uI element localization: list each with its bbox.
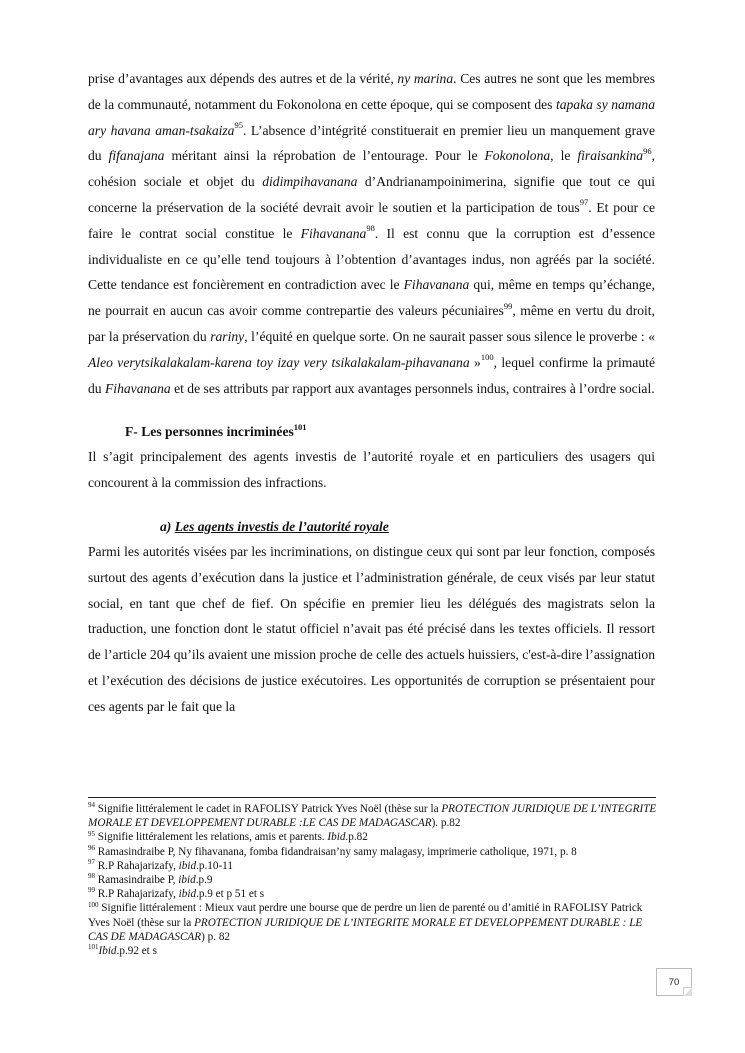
subsection-heading	[88, 514, 655, 539]
footnote-text: .p.10-11	[196, 859, 233, 872]
footnote-text: Signifie littéralement : Mieux vaut perdre une bourse que de perdre un lien de parenté ou d’amitié in RAFOLISY Patrick Yves Noël (thèse sur la	[88, 902, 643, 929]
footnote-ref[interactable]: 101	[293, 421, 307, 432]
subsection-letter: a)	[160, 518, 172, 534]
text: et de ses attributs par rapport aux avantages personnels indus, contraires à l’ordre social.	[170, 380, 655, 396]
footnote-italic: ibid	[178, 859, 197, 872]
footnote-number: 100	[88, 900, 99, 909]
footnote-number: 94	[88, 801, 95, 810]
footnote-96	[88, 845, 658, 859]
footnote-99	[88, 887, 658, 901]
footnote-text: Ramasindraibe P,	[95, 874, 179, 887]
footnote-ref[interactable]: 97	[579, 197, 589, 208]
footnote-italic: Ibid	[98, 945, 117, 958]
section-heading	[88, 419, 655, 444]
footnote-text: Signifie littéralement le cadet in RAFOLISY Patrick Yves Noël (thèse sur la	[95, 803, 442, 815]
footnote-italic: PROTECTION JURIDIQUE DE L’INTEGRITE MORALE ET DEVELOPPEMENT DURABLE : LE CAS DE MADAGASCAR	[88, 916, 643, 943]
footnote-ref[interactable]: 100	[480, 352, 494, 363]
text: qui, même en temps qu’échange, ne pourrait en aucun cas avoir comme contrepartie des valeurs pécuniaires	[88, 277, 655, 319]
italic-term: Fihavanana	[105, 380, 171, 396]
footnote-italic: ibid	[178, 874, 196, 887]
footnote-number: 96	[88, 843, 95, 852]
footnote-number: 97	[88, 858, 95, 867]
footnote-ref[interactable]: 98	[366, 223, 375, 234]
italic-term: rariny	[210, 328, 245, 344]
footnote-italic: Ibid	[327, 831, 346, 844]
text: , cohésion sociale et objet du	[88, 148, 655, 190]
footnote-100	[88, 901, 658, 944]
text: »	[469, 354, 481, 370]
footnote-95	[88, 830, 658, 844]
footnote-text: R.P Rahajarizafy,	[95, 888, 179, 901]
page-number: 70	[656, 968, 692, 996]
italic-term: Fihavanana	[403, 277, 470, 293]
footnote-number: 101	[88, 943, 99, 952]
footnote-text: Ramasindraibe P, Ny fihavanana, fomba fidandraisan’ny samy malagasy, imprimerie catholique, 1971, p. 8	[95, 845, 577, 858]
subsection-title: Les agents investis de l’autorité royale	[174, 518, 389, 534]
footnote-separator	[88, 797, 656, 798]
text: , même en vertu du droit, par la préservation du	[88, 303, 655, 344]
text: . L’absence d’intégrité constituerait en premier lieu un manquement grave du	[88, 122, 655, 164]
text: d’Andrianampoinimerina, signifie que tout ce qui concerne la préservation de la société devrait avoir le soutien et la participation de tous	[88, 174, 656, 215]
paragraph-fihavanana	[88, 66, 655, 401]
footnote-97	[88, 859, 658, 873]
text: . Il est connu que la corruption est d’essence individualiste en ce qu’elle tend toujours à l’obtention d’avantages indus, non agréés par la société. Cette tendance est foncièrement en contradiction avec le	[88, 225, 655, 293]
italic-term: tapaka sy namana ary havana aman-tsakaiza	[88, 96, 656, 138]
page-body	[88, 66, 655, 720]
footnote-italic: ibid	[178, 888, 197, 901]
footnote-text: .p.92 et s	[116, 945, 157, 958]
footnote-number: 98	[88, 872, 95, 881]
footnote-italic: PROTECTION JURIDIQUE DE L’INTEGRITE MORALE ET DEVELOPPEMENT DURABLE :LE CAS DE MADAGASCAR	[88, 803, 657, 830]
footnote-text: Signifie littéralement les relations, amis et parents.	[95, 831, 328, 844]
footnote-94	[88, 802, 658, 830]
paragraph-intro: Il s’agit principalement des agents investis de l’autorité royale et en particuliers des usagers qui concourent à la commission des infractions.	[88, 449, 655, 491]
footnote-101	[88, 944, 658, 958]
text: méritant ainsi la réprobation de l’entourage. Pour le	[164, 148, 485, 164]
section-title: F- Les personnes incriminées	[125, 424, 294, 440]
text: , lequel confirme la primauté du	[88, 354, 655, 396]
footnote-98	[88, 873, 658, 887]
italic-term: Fihavanana	[300, 225, 367, 241]
footnote-ref[interactable]: 96	[643, 145, 652, 156]
footnote-text: ) p. 82	[201, 930, 231, 943]
footnote-text: ). p.82	[431, 817, 461, 830]
italic-term: firaisankina	[577, 148, 644, 164]
italic-term: fifanajana	[108, 148, 165, 164]
footnote-text: .p.82	[345, 831, 368, 844]
footnote-ref[interactable]: 99	[503, 300, 513, 311]
italic-proverb: Aleo verytsikalakalam-karena toy izay very tsikalakalam-pihavanana	[88, 354, 470, 370]
paragraph-agents: Parmi les autorités visées par les incriminations, on distingue ceux qui sont par leur fonction, composés surtout des agents d’exécution dans la justice et l’administration générale, de ceux visés par leur statut social, en tant que chef de fief. On spécifie en premier lieu les délégués des magistrats selon la traduction, une fonction dont le statut officiel n’avait pas été précisé dans les textes officiels. Il ressort de l’article 204 qu’ils avaient une mission proche de celle des actuels huissiers, c'est-à-dire l’assignation et l’exécution des décisions de justice exécutoires. Les opportunités de corruption se présentaient pour ces agents par le fait que la	[88, 543, 655, 714]
footnote-number: 99	[88, 886, 95, 895]
footnote-ref[interactable]: 95	[234, 120, 243, 131]
text: . Et pour ce faire le contrat social constitue le	[88, 199, 655, 241]
italic-term: ny marina	[397, 71, 454, 86]
footnote-text: .p.9 et p 51 et s	[196, 888, 265, 901]
footnotes	[88, 802, 658, 958]
text: , le	[550, 148, 578, 164]
italic-term: didimpihavanana	[262, 174, 358, 190]
italic-term: Fokonolona	[484, 148, 551, 164]
text: prise d’avantages aux dépends des autres et de la vérité,	[88, 71, 398, 86]
footnote-number: 95	[88, 829, 95, 838]
footnote-text: R.P Rahajarizafy,	[95, 859, 179, 872]
text: . Ces autres ne sont que les membres de la communauté, notamment du Fokonolona en cette époque, qui se composent des	[88, 71, 655, 112]
text: , l’équité en quelque sorte. On ne saurait passer sous silence le proverbe : «	[244, 328, 655, 344]
footnote-text: .p.9	[195, 874, 213, 887]
